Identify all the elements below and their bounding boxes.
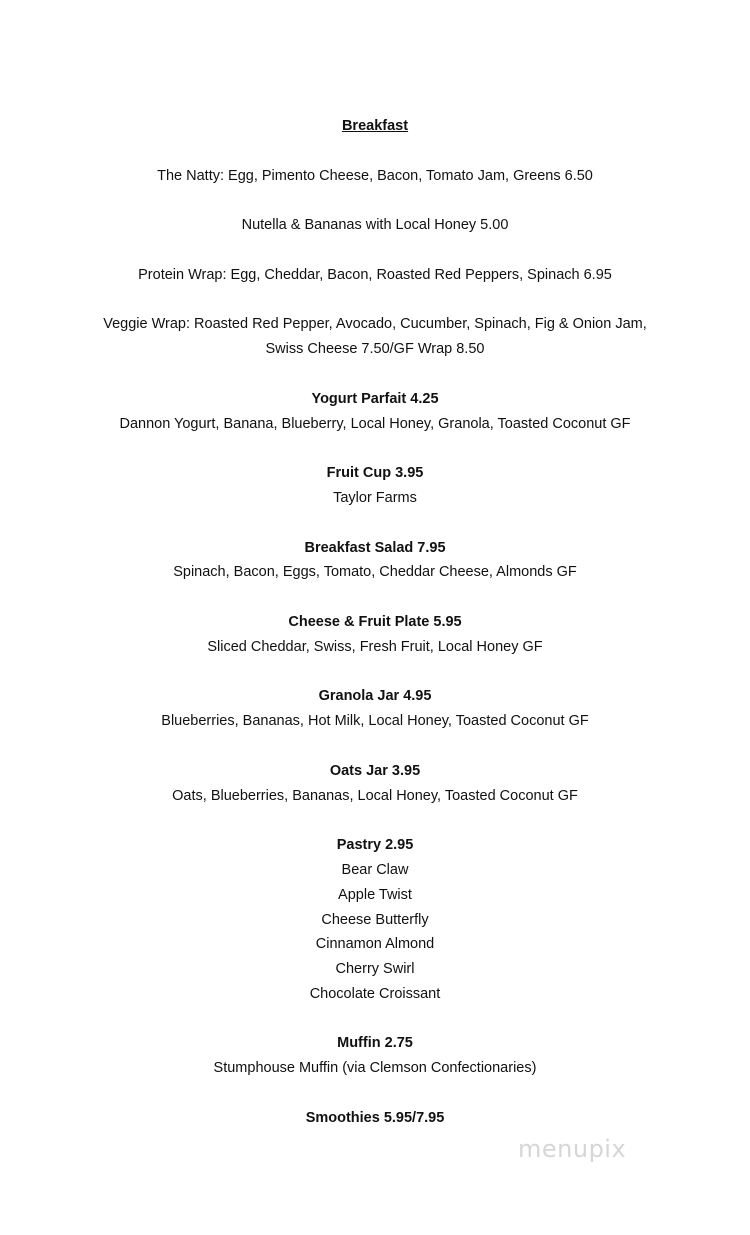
menupix-logo-icon <box>513 1127 663 1167</box>
section-line: Taylor Farms <box>333 489 417 506</box>
section-line: Blueberries, Bananas, Hot Milk, Local Honey, Toasted Coconut GF <box>161 713 589 730</box>
section-line: Bear Claw <box>341 861 409 878</box>
menupix-logo-watermark <box>513 1127 663 1167</box>
section-breakfast-salad <box>0 536 750 586</box>
section-line: Stumphouse Muffin (via Clemson Confectionaries) <box>213 1060 537 1077</box>
section-line: Oats, Blueberries, Bananas, Local Honey, Toasted Coconut GF <box>172 787 578 804</box>
section-line: Apple Twist <box>338 886 412 903</box>
section-fruit-cup <box>0 461 750 511</box>
section-heading: Smoothies 5.95/7.95 <box>305 1109 445 1126</box>
section-yogurt-parfait <box>0 387 750 437</box>
section-heading: Cheese & Fruit Plate 5.95 <box>288 613 462 630</box>
section-line: Cheese Butterfly <box>321 911 429 928</box>
menu-item-veggie-wrap: Veggie Wrap: Roasted Red Pepper, Avocado, Cucumber, Spinach, Fig & Onion Jam, Swiss Cheese 7.50/GF Wrap 8.50 <box>103 316 647 358</box>
section-heading: Fruit Cup 3.95 <box>326 465 424 482</box>
section-pastry <box>0 833 750 1007</box>
section-muffin <box>0 1031 750 1081</box>
section-granola-jar <box>0 684 750 734</box>
menu-document <box>0 114 750 1155</box>
section-line: Cherry Swirl <box>335 961 415 978</box>
menu-title: Breakfast <box>341 118 409 134</box>
section-line: Spinach, Bacon, Eggs, Tomato, Cheddar Cheese, Almonds GF <box>173 564 577 581</box>
section-heading: Pastry 2.95 <box>336 837 414 854</box>
section-heading: Oats Jar 3.95 <box>329 762 421 779</box>
section-line: Cinnamon Almond <box>315 936 435 953</box>
section-line: Sliced Cheddar, Swiss, Fresh Fruit, Local Honey GF <box>207 638 543 655</box>
section-cheese-fruit-plate <box>0 610 750 660</box>
section-heading: Yogurt Parfait 4.25 <box>311 390 439 407</box>
section-heading: Breakfast Salad 7.95 <box>304 539 446 556</box>
svg-text:menupix: menupix <box>518 1135 627 1163</box>
menu-item-protein-wrap: Protein Wrap: Egg, Cheddar, Bacon, Roasted Red Peppers, Spinach 6.95 <box>138 266 612 283</box>
section-oats-jar <box>0 759 750 809</box>
section-line: Dannon Yogurt, Banana, Blueberry, Local Honey, Granola, Toasted Coconut GF <box>119 415 631 432</box>
section-heading: Muffin 2.75 <box>337 1035 413 1052</box>
menu-item-nutella: Nutella & Bananas with Local Honey 5.00 <box>241 217 509 234</box>
menu-item-natty: The Natty: Egg, Pimento Cheese, Bacon, Tomato Jam, Greens 6.50 <box>157 167 593 184</box>
section-line: Chocolate Croissant <box>309 985 441 1002</box>
section-heading: Granola Jar 4.95 <box>318 688 432 705</box>
